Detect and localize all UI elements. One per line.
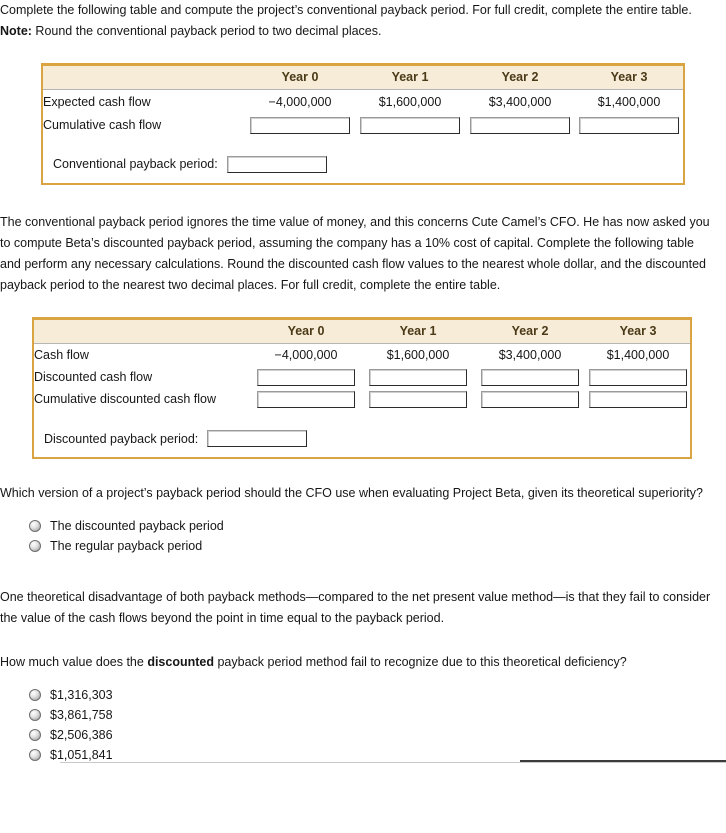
page-bottom-divider-dark	[520, 760, 726, 762]
table1-cell-0-1: $1,600,000	[378, 94, 442, 109]
question-2-prompt-emphasis: discounted	[147, 655, 214, 669]
table1-row-label-0: Expected cash flow	[43, 94, 151, 109]
intro-line-2-post: Round the conventional payback period to two decimal places.	[31, 24, 382, 38]
table1-col-header-2: Year 2	[465, 66, 575, 90]
table-header-row	[43, 66, 683, 90]
note-label: Note:	[0, 24, 32, 38]
table2-input-cell-2-3	[586, 388, 690, 410]
table2-input-cell-2-1	[362, 388, 474, 410]
question-1-options	[0, 516, 726, 556]
question-2-option-0[interactable]	[0, 685, 726, 705]
table1-col-header-1: Year 1	[355, 66, 465, 90]
table-header-row	[34, 320, 690, 344]
question-2-options	[0, 685, 726, 765]
table2-input-cell-1-1	[362, 366, 474, 388]
table1-input-cell-1-1	[355, 114, 465, 137]
question-2-option-2-label: $2,506,386	[50, 728, 113, 742]
table2-row-label-2: Cumulative discounted cash flow	[34, 392, 217, 406]
table2-row-label-1: Discounted cash flow	[34, 370, 153, 384]
table1-cell-0-3: $1,400,000	[597, 94, 661, 109]
table2-input-cell-2-0	[250, 388, 362, 410]
table2-row-label-0: Cash flow	[34, 347, 89, 362]
table-row	[34, 366, 690, 388]
discounted-payback-period-input[interactable]	[207, 430, 307, 447]
radio-button-icon[interactable]	[29, 729, 41, 741]
question-2-prompt	[0, 652, 715, 673]
cumulative-cash-flow-year2-input[interactable]	[470, 117, 570, 134]
table2-cell-0-1: $1,600,000	[386, 347, 450, 362]
table1-col-header-3: Year 3	[575, 66, 683, 90]
question-2-option-3-label: $1,051,841	[50, 748, 113, 762]
intro-line-2-pre: entire table.	[626, 3, 692, 17]
intro-line-1: Complete the following table and compute the project’s conventional payback period. For full credit, complete the	[0, 3, 624, 17]
table2-input-cell-1-3	[586, 366, 690, 388]
discounted-intro-paragraph: The conventional payback period ignores the time value of money, and this concerns Cute Camel’s CFO. He has now asked you to compute Beta’s discounted payback period, assuming the company has a 10% cost of capital. Complete the following table and perform any necessary calculations. Round the discounted cash flow values to the nearest whole dollar, and the discounted payback period to the nearest two decimal places. For full credit, complete the entire table.	[0, 214, 710, 292]
discounted-payback-table	[34, 320, 690, 411]
table1-cell-0-2: $3,400,000	[488, 94, 552, 109]
table-row	[34, 343, 690, 366]
cumulative-discounted-cash-flow-year3-input[interactable]	[589, 391, 687, 408]
table1-col-header-0: Year 0	[245, 66, 355, 90]
cumulative-discounted-cash-flow-year1-input[interactable]	[369, 391, 467, 408]
table1-input-cell-1-0	[245, 114, 355, 137]
question-2-option-1[interactable]	[0, 705, 726, 725]
table2-col-header-1: Year 1	[362, 320, 474, 344]
table1-row-label-1: Cumulative cash flow	[43, 118, 162, 132]
conventional-payback-table	[43, 66, 683, 137]
table2-col-header-2: Year 2	[474, 320, 586, 344]
question-2-option-2[interactable]	[0, 725, 726, 745]
table1-corner-header	[43, 66, 245, 90]
question-2-option-0-label: $1,316,303	[50, 688, 113, 702]
discounted-payback-period-row	[34, 430, 690, 447]
table2-input-cell-1-0	[250, 366, 362, 388]
discounted-cash-flow-year2-input[interactable]	[481, 369, 579, 386]
table1-input-cell-1-2	[465, 114, 575, 137]
table1-cell-0-0: −4,000,000	[268, 94, 332, 109]
radio-button-icon[interactable]	[29, 689, 41, 701]
cumulative-cash-flow-year0-input[interactable]	[250, 117, 350, 134]
table2-col-header-3: Year 3	[586, 320, 690, 344]
radio-button-icon[interactable]	[29, 540, 41, 552]
discounted-cash-flow-year3-input[interactable]	[589, 369, 687, 386]
radio-button-icon[interactable]	[29, 709, 41, 721]
question-1-option-1-label: The regular payback period	[50, 539, 203, 553]
conventional-payback-period-input[interactable]	[227, 156, 327, 173]
question-1-prompt: Which version of a project’s payback period should the CFO use when evaluating Project Beta, given its theoretical superiority?	[0, 486, 703, 500]
cumulative-cash-flow-year3-input[interactable]	[579, 117, 679, 134]
table2-input-cell-2-2	[474, 388, 586, 410]
table2-col-header-0: Year 0	[250, 320, 362, 344]
question-1-option-0[interactable]	[0, 516, 726, 536]
conventional-payback-period-row	[43, 156, 683, 173]
question-1-option-0-label: The discounted payback period	[50, 519, 224, 533]
table-row	[34, 388, 690, 410]
cumulative-discounted-cash-flow-year0-input[interactable]	[257, 391, 355, 408]
table2-cell-0-3: $1,400,000	[606, 347, 670, 362]
table-row	[43, 114, 683, 137]
discounted-payback-table-card	[32, 317, 692, 460]
explanation-paragraph: One theoretical disadvantage of both payback methods—compared to the net present value method—is that they fail to consider the value of the cash flows beyond the point in time equal to the payback period.	[0, 590, 711, 625]
table2-cell-0-2: $3,400,000	[498, 347, 562, 362]
table2-input-cell-1-2	[474, 366, 586, 388]
table2-corner-header	[34, 320, 250, 344]
discounted-payback-period-label: Discounted payback period:	[44, 431, 199, 446]
conventional-payback-period-label: Conventional payback period:	[53, 157, 218, 171]
discounted-cash-flow-year1-input[interactable]	[369, 369, 467, 386]
radio-button-icon[interactable]	[29, 520, 41, 532]
page-bottom-divider	[60, 762, 726, 763]
table-row	[43, 90, 683, 114]
cumulative-discounted-cash-flow-year2-input[interactable]	[481, 391, 579, 408]
question-1-option-1[interactable]	[0, 536, 726, 556]
cumulative-cash-flow-year1-input[interactable]	[360, 117, 460, 134]
intro-paragraph	[0, 0, 700, 42]
table2-cell-0-0: −4,000,000	[274, 347, 338, 362]
question-2-prompt-post: payback period method fail to recognize due to this theoretical deficiency?	[213, 655, 627, 669]
radio-button-icon[interactable]	[29, 749, 41, 761]
discounted-cash-flow-year0-input[interactable]	[257, 369, 355, 386]
table1-input-cell-1-3	[575, 114, 683, 137]
question-2-option-1-label: $3,861,758	[50, 708, 113, 722]
conventional-payback-table-card	[41, 63, 685, 185]
question-2-prompt-pre: How much value does the	[0, 655, 148, 669]
